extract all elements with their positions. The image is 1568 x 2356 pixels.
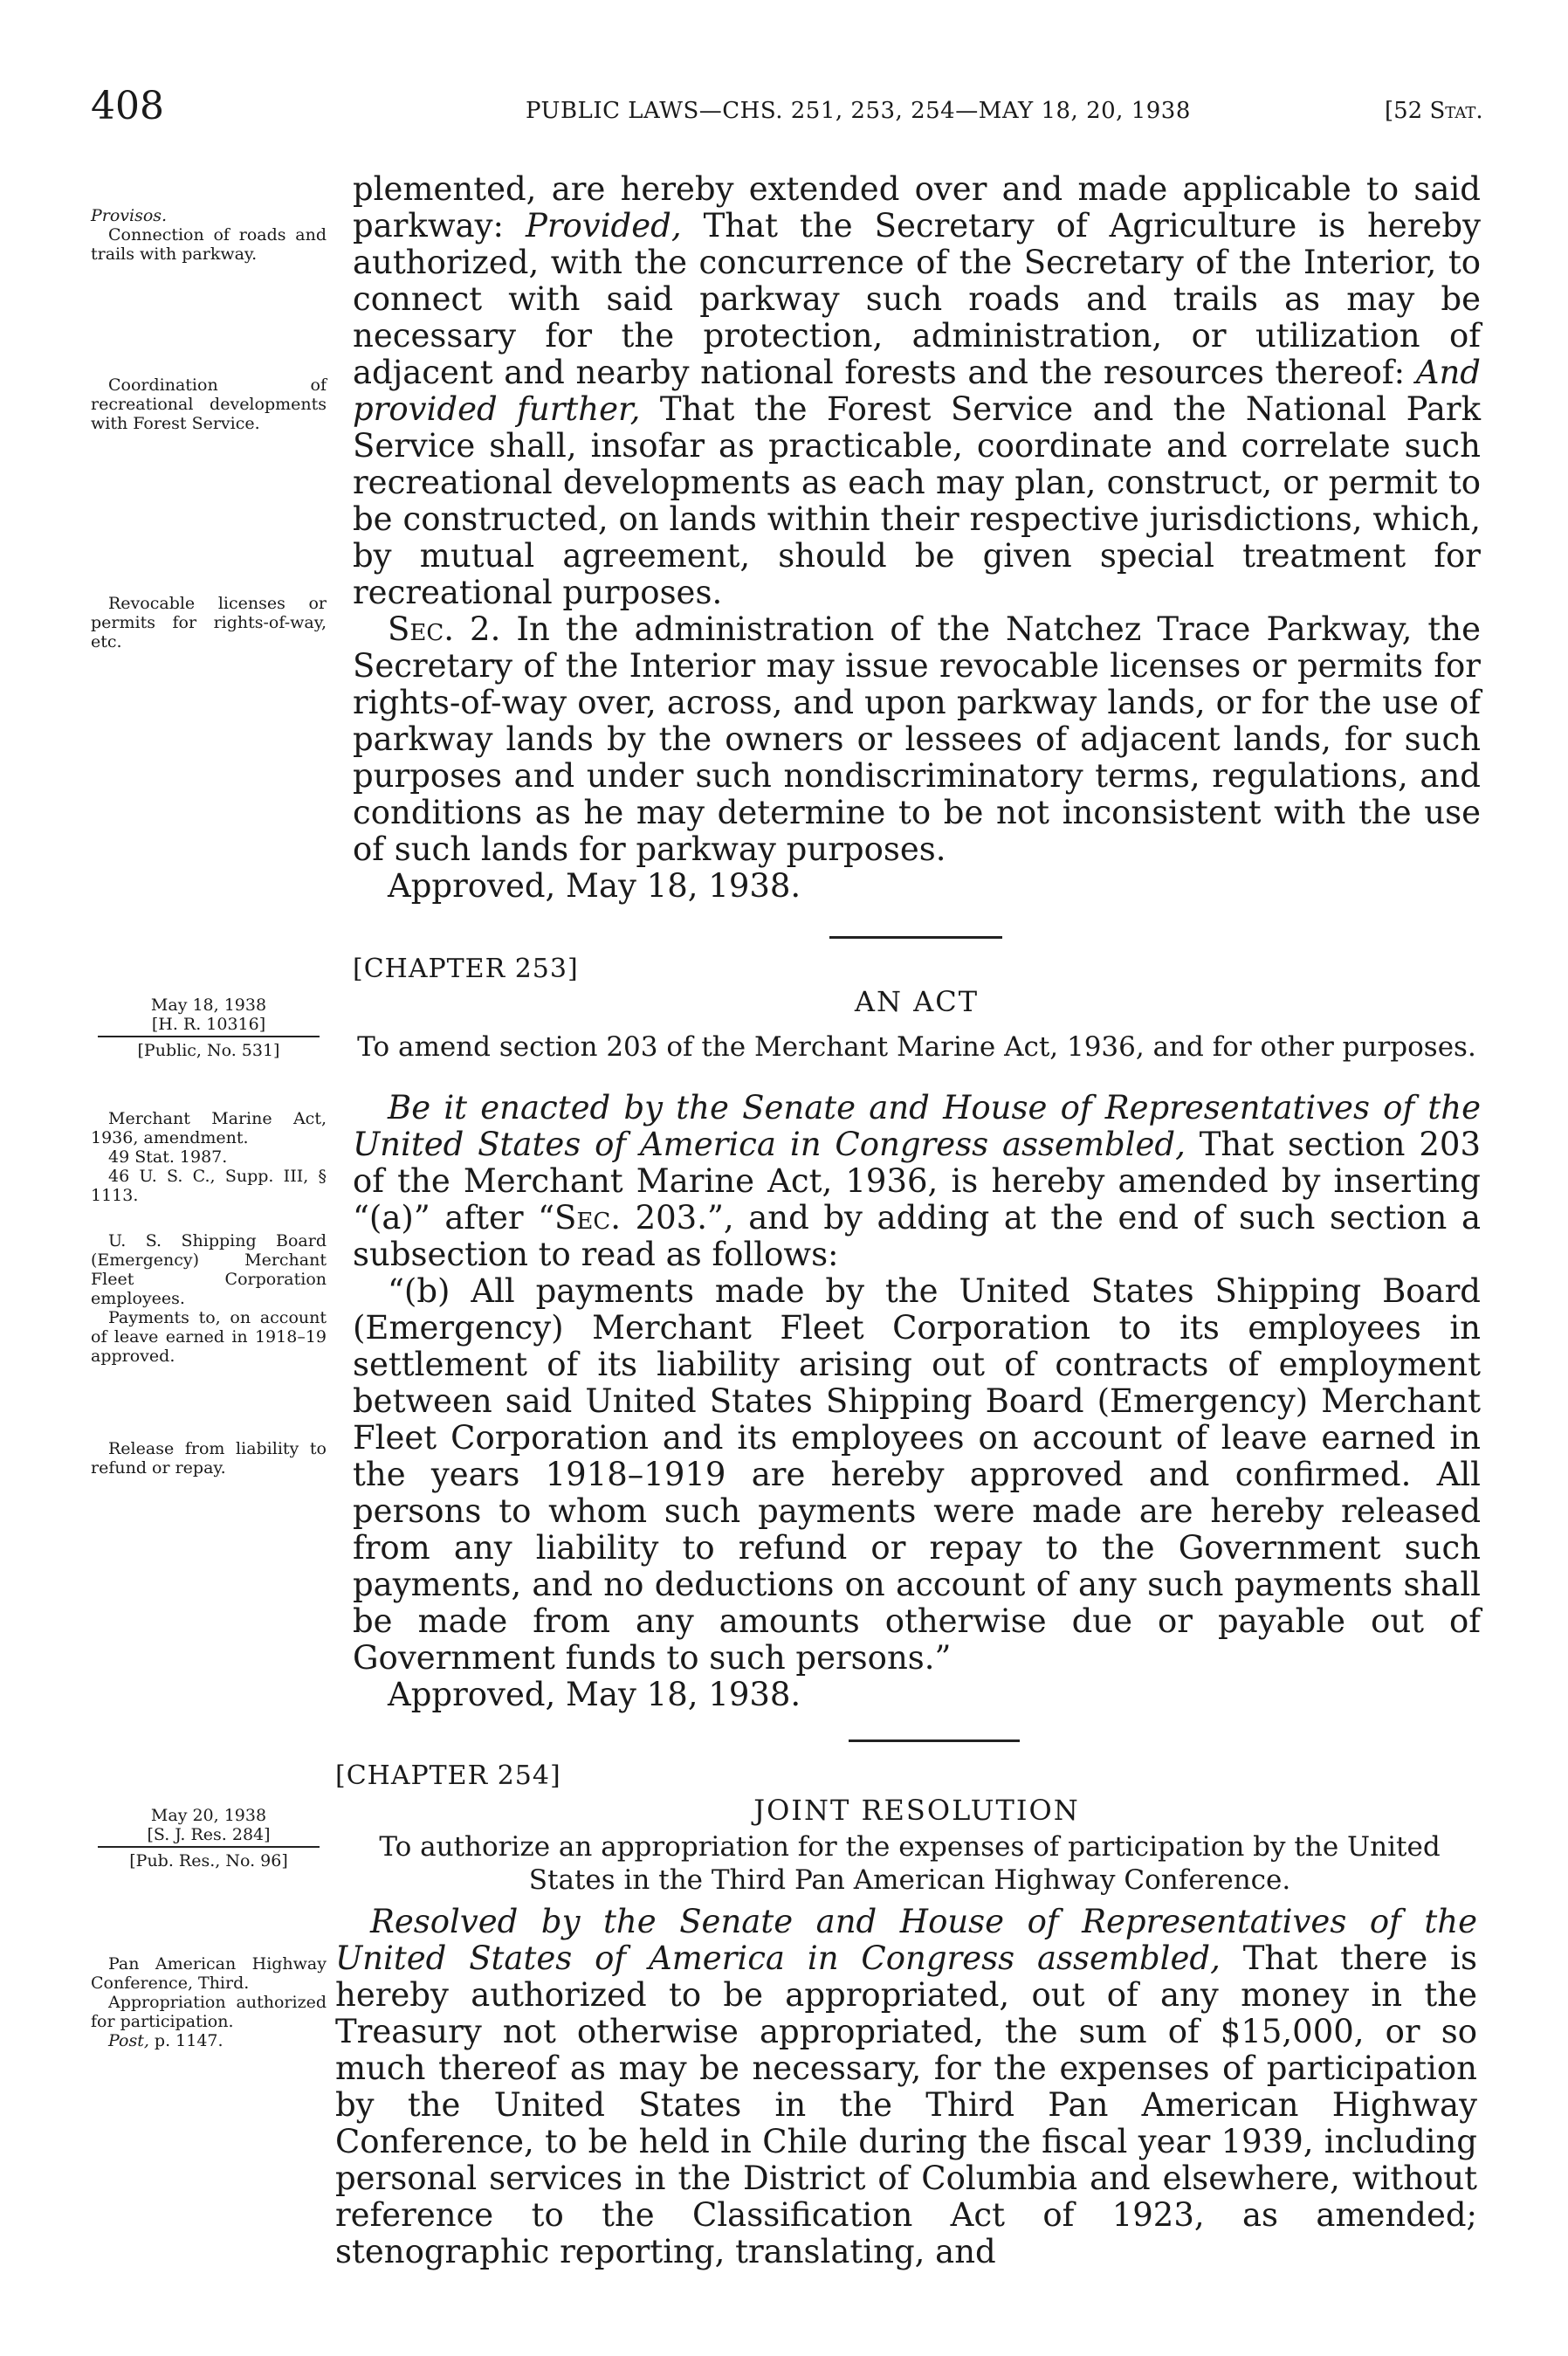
margin-rule [98,1036,320,1037]
margin-payments: Payments to, on account of leave earned in 1918–19 approved. [91,1308,327,1366]
running-head: PUBLIC LAWS—CHS. 251, 253, 254—MAY 18, 20, 1938 [526,98,1191,124]
ch254-bill: [S. J. Res. 284] [147,1825,271,1844]
chapter-254-heading: [CHAPTER 254] [335,1760,561,1791]
margin-shipping-board: U. S. Shipping Board (Emergency) Merchant Fleet Corporation employees. [91,1231,327,1308]
margin-note-revocable: Revocable licenses or permits for rights-of-way, etc. [91,594,327,651]
margin-note-merchant-marine [91,1109,327,1205]
act-type: AN ACT [854,985,980,1018]
divider-rule-2 [849,1739,1020,1742]
margin-note-coordination: Coordination of recreational developments with Forest Service. [91,375,327,433]
resolving-paragraph: Resolved by the Senate and House of Representatives of the United States of America in Congress assembled, That there is hereby authorized to be appropriated, out of any money in the Treasury not otherwise appropriated, the sum of $15,000, or so much thereof as may be necessary, for the expenses of participation by the United States in the Third Pan American Highway Conference, to be held in Chile during the fiscal year 1939, including personal services in the District of Columbia and elsewhere, without reference to the Classification Act of 1923, as amended; stenographic reporting, translating, and [335,1903,1477,2270]
margin-provisos-label: Provisos. [91,206,168,225]
page-number: 408 [91,84,164,128]
quoted-subsection-b: “(b) All payments made by the United States Shipping Board (Emergency) Merchant Fleet Corporation to its employees in settlement of its liability arising out of contracts of employment between said United States Shipping Board (Emergency) Merchant Fleet Corporation and its employees on account of leave earned in the years 1918–1919 are hereby approved and confirmed. All persons to whom such payments were made are hereby released from any liability to refund or repay to the Government such payments, and no deductions on account of any such payments shall be made from any amounts otherwise due or payable out of Government funds to such persons.” [353,1272,1481,1677]
enacting-paragraph: Be it enacted by the Senate and House of Representatives of the United States of America in Congress assembled, That section 203 of the Merchant Marine Act, 1936, is hereby amended by inserting “(a)” after “Sec. 203.”, and by adding at the end of such section a subsection to read as follows: [353,1089,1482,1273]
resolution-title: To authorize an appropriation for the expenses of participation by the United States in the Third Pan American Highway Conference. [379,1831,1441,1896]
paragraph-provisos: plemented, are hereby extended over and made applicable to said parkway: Provided, That the Secretary of Agriculture is hereby authorized, with the concurrence of the Secretary of the Interior, to connect with said parkway such roads and trails as may be necessary for the protection, administration, or utilization of adjacent and nearby national forests and the resources thereof: And provided further, That the Forest Service and the National Park Service shall, insofar as practicable, coordinate and correlate such recreational developments as each may plan, construct, or permit to be constructed, on lands within their respective jurisdictions, which, by mutual agreement, should be given special treatment for recreational purposes. [353,170,1481,611]
margin-post-reference: Post, p. 1147. [108,2031,224,2050]
ch253-public-law: [Public, No. 531] [137,1041,280,1060]
main-text-chapter-254 [335,1904,1477,2270]
enacting-clause: Be it enacted by the Senate and House of Representatives of the United States of America in Congress assembled, [353,1089,1481,1163]
resolving-clause: Resolved by the Senate and House of Representatives of the United States of America in Congress assembled, [335,1903,1477,1977]
ch253-bill: [H. R. 10316] [151,1015,266,1034]
ch253-date: May 18, 1938 [150,995,267,1015]
margin-stat-ref-1: 49 Stat. 1987. [108,1147,228,1167]
margin-note-ch254-identifiers [91,1806,327,1870]
section-label: Sec. 2. [388,610,501,648]
ch254-date: May 20, 1938 [150,1806,267,1825]
approved-line-1: Approved, May 18, 1938. [388,867,801,905]
approved-line-2: Approved, May 18, 1938. [388,1676,801,1713]
main-text-section-1 [353,171,1481,905]
statute-label: Stat. [1429,98,1483,124]
act-title: To amend section 203 of the Merchant Marine Act, 1936, and for other purposes. [357,1031,1476,1063]
ch254-pub-res: [Pub. Res., No. 96] [129,1851,288,1870]
margin-rule [98,1846,320,1848]
and-provided-further-term: And provided further, [353,354,1481,428]
margin-note-provisos [91,206,327,264]
statute-volume [1385,98,1483,124]
margin-stat-ref-2: 46 U. S. C., Supp. III, § 1113. [91,1167,327,1205]
statute-volume-number: [52 [1385,98,1430,124]
divider-rule-1 [829,936,1002,939]
margin-merchant-marine: Merchant Marine Act, 1936, amendment. [91,1109,327,1147]
chapter-253-heading: [CHAPTER 253] [353,954,579,984]
margin-appropriation: Appropriation authorized for participation. [91,1993,327,2031]
margin-note-pan-american [91,1954,327,2050]
resolution-type: JOINT RESOLUTION [753,1794,1080,1827]
provided-term: Provided, [525,207,682,245]
margin-connection: Connection of roads and trails with parkway. [91,225,327,264]
main-text-chapter-253 [353,1090,1481,1713]
margin-note-ch253-identifiers [91,995,327,1060]
margin-pan-american: Pan American Highway Conference, Third. [91,1954,327,1993]
margin-note-release: Release from liability to refund or repay. [91,1439,327,1478]
paragraph-sec-2: Sec. 2. In the administration of the Natchez Trace Parkway, the Secretary of the Interior may issue revocable licenses or permits for rights-of-way over, across, and upon parkway lands, or for the use of parkway lands by the owners or lessees of adjacent lands, for such purposes and under such nondiscriminatory terms, regulations, and conditions as he may determine to be not inconsistent with the use of such lands for parkway purposes. [353,610,1481,868]
margin-note-shipping-board [91,1231,327,1366]
